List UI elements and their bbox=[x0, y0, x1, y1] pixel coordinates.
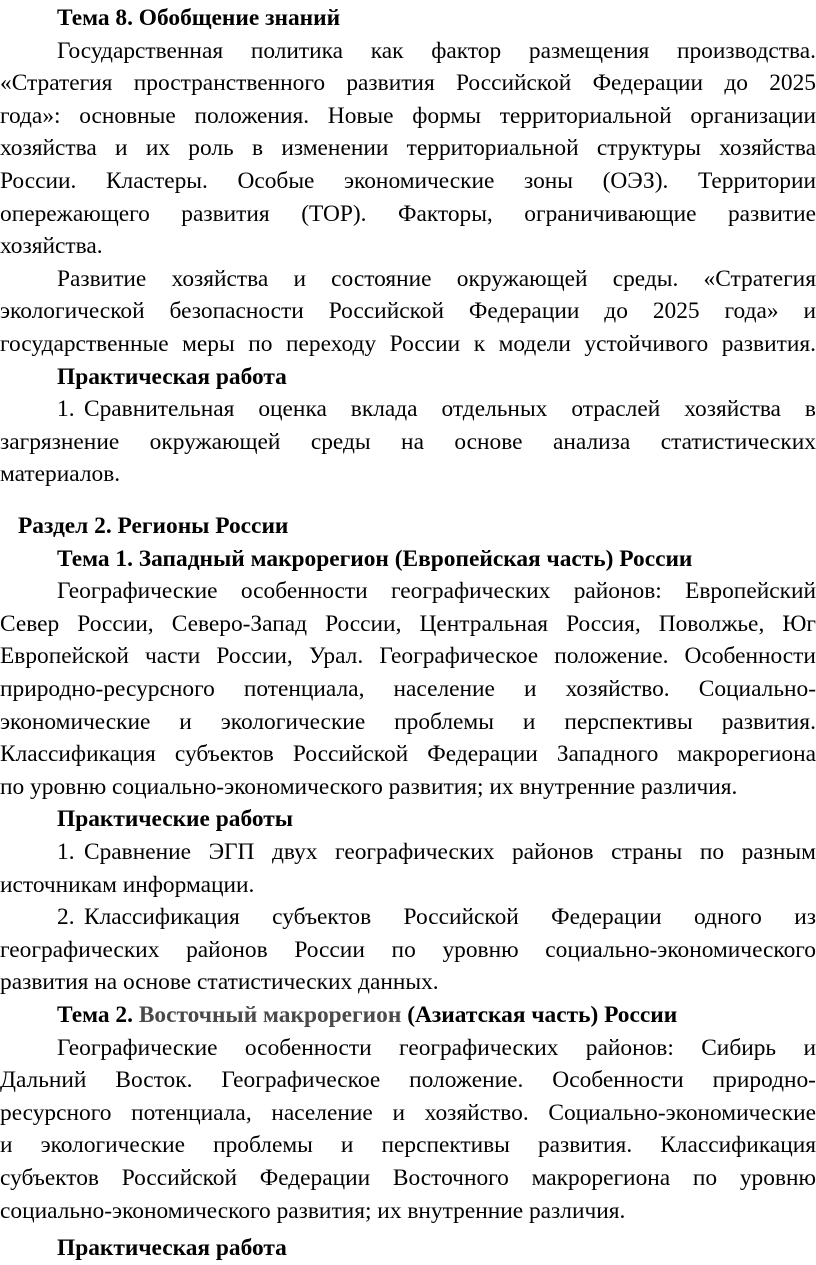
paragraph-line: Север России, Северо-Запад России, Центральная Россия, Поволжье, Юг bbox=[0, 610, 816, 637]
list-item-line: 1. Сравнение ЭГП двух географических районов страны по разным bbox=[57, 836, 816, 869]
topic-heading: Тема 8. Обобщение знаний bbox=[57, 5, 341, 31]
paragraph-line: ресурсного потенциала, население и хозяйство. Социально-экономические bbox=[0, 1099, 816, 1126]
heading-text: Тема 2. bbox=[57, 1002, 139, 1028]
heading-text: (Азиатская часть) России bbox=[401, 1002, 678, 1028]
paragraph-line: экологической безопасности Российской Федерации до 2025 года» и bbox=[0, 298, 816, 325]
practical-heading: Практические работы bbox=[57, 806, 293, 833]
list-number: 2. bbox=[57, 904, 75, 931]
practical-heading: Практическая работа bbox=[57, 363, 287, 390]
paragraph-line: экономические и экологические проблемы и перспективы развития. bbox=[0, 708, 816, 735]
paragraph-line: субъектов Российской Федерации Восточного макрорегиона по уровню bbox=[0, 1165, 816, 1191]
paragraph-line: и экологические проблемы и перспективы развития. Классификация bbox=[0, 1132, 816, 1159]
paragraph-line: государственные меры по переходу России к модели устойчивого развития. bbox=[0, 331, 816, 357]
section-heading: Раздел 2. Регионы России bbox=[18, 513, 289, 539]
topic-heading bbox=[57, 999, 816, 1032]
list-item-line: 2. Классификация субъектов Российской Федерации одного из bbox=[57, 901, 816, 934]
list-number: 1. bbox=[57, 396, 75, 423]
paragraph-line: Развитие хозяйства и состояние окружающей среды. «Стратегия bbox=[57, 265, 816, 292]
practical-heading: Практическая работа bbox=[57, 1235, 287, 1262]
list-item-line: географических районов России по уровню социально-экономического bbox=[0, 936, 816, 963]
list-item-line: источникам информации. bbox=[0, 871, 255, 898]
paragraph-line: по уровню социально-экономического развития; их внутренние различия. bbox=[0, 773, 738, 800]
topic-heading: Тема 1. Западный макрорегион (Европейская часть) России bbox=[57, 545, 693, 572]
list-item-line: материалов. bbox=[0, 461, 121, 488]
paragraph-line: Географические особенности географических районов: Европейский bbox=[57, 578, 816, 605]
paragraph-line: Государственная политика как фактор размещения производства. bbox=[57, 37, 816, 64]
paragraph-line: хозяйства и их роль в изменении территориальной структуры хозяйства bbox=[0, 135, 816, 162]
list-item-line: 1. Сравнительная оценка вклада отдельных отраслей хозяйства в bbox=[57, 393, 816, 426]
highlighted-heading-text: Восточный макрорегион bbox=[138, 1002, 402, 1028]
paragraph-line: природно-ресурсного потенциала, население и хозяйство. Социально- bbox=[0, 676, 816, 702]
paragraph-line: «Стратегия пространственного развития Российской Федерации до 2025 bbox=[0, 70, 816, 97]
paragraph-line: России. Кластеры. Особые экономические зоны (ОЭЗ). Территории bbox=[0, 168, 816, 194]
paragraph-line: года»: основные положения. Новые формы территориальной организации bbox=[0, 102, 816, 129]
list-item-line: развития на основе статистических данных. bbox=[0, 969, 439, 996]
paragraph-line: опережающего развития (ТОР). Факторы, ограничивающие развитие bbox=[0, 200, 816, 227]
list-item-line: загрязнение окружающей среды на основе анализа статистических bbox=[0, 428, 816, 455]
paragraph-line: Европейской части России, Урал. Географическое положение. Особенности bbox=[0, 643, 816, 670]
paragraph-line: Дальний Восток. Географическое положение. Особенности природно- bbox=[0, 1067, 816, 1094]
list-number: 1. bbox=[57, 839, 75, 865]
paragraph-line: социально-экономического развития; их внутренние различия. bbox=[0, 1197, 626, 1224]
paragraph-line: хозяйства. bbox=[0, 233, 103, 260]
paragraph-line: Классификация субъектов Российской Федерации Западного макрорегиона bbox=[0, 741, 816, 768]
paragraph-line: Географические особенности географических районов: Сибирь и bbox=[57, 1034, 816, 1061]
